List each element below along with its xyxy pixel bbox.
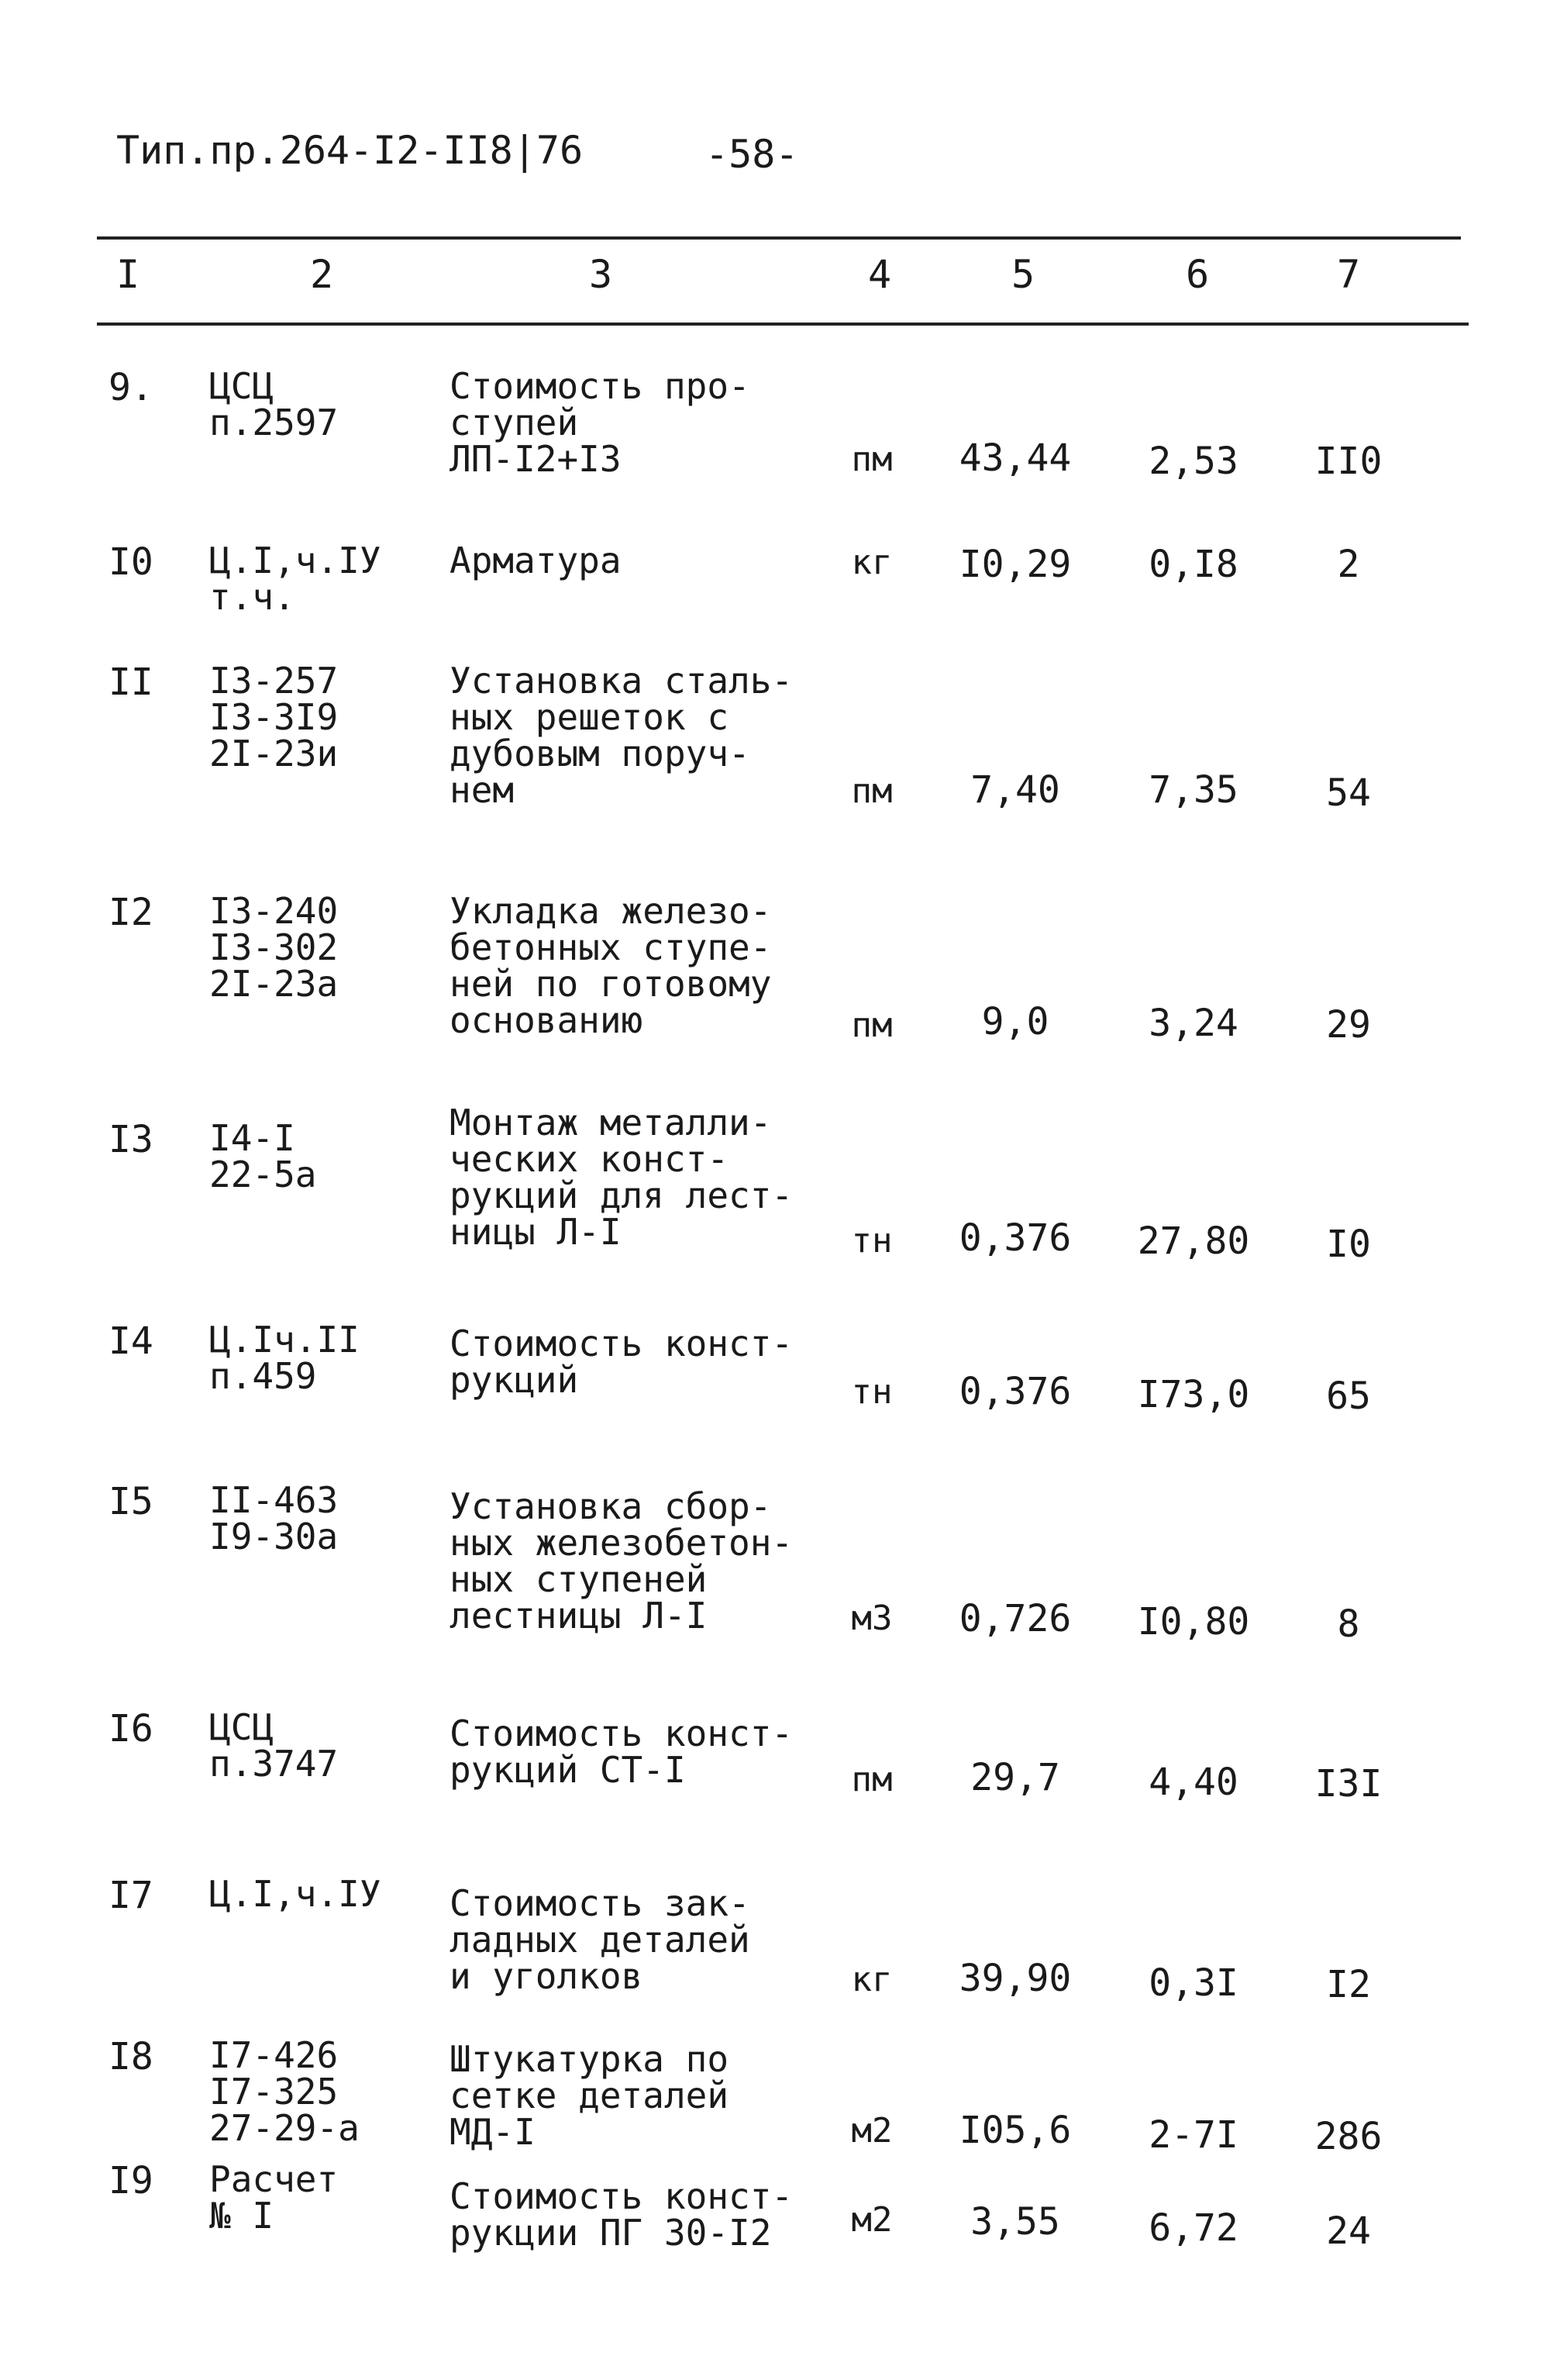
row-code: Ц.I,ч.IУ bbox=[209, 1873, 381, 1915]
column-header-7: 7 bbox=[1337, 252, 1361, 297]
row-unit: пм bbox=[851, 1005, 893, 1045]
row-unit-price: 2-7I bbox=[1149, 2113, 1238, 2157]
row-description: Стоимость конст- рукций СТ-I bbox=[450, 1713, 794, 1791]
row-number: I7 bbox=[109, 1874, 153, 1917]
row-unit-price: 0,I8 bbox=[1149, 543, 1238, 586]
row-quantity: I0,29 bbox=[959, 543, 1072, 586]
row-description: Штукатурка по сетке деталей МД-I bbox=[450, 2038, 729, 2153]
row-total: 286 bbox=[1314, 2115, 1383, 2158]
column-header-3: 3 bbox=[589, 252, 613, 297]
column-header-5: 5 bbox=[1011, 252, 1035, 297]
row-number: I3 bbox=[109, 1118, 153, 1161]
document-reference: Тип.пр.264-I2-II8|76 bbox=[116, 128, 584, 173]
row-quantity: 0,376 bbox=[959, 1370, 1072, 1413]
page-number: -58- bbox=[705, 132, 799, 177]
row-description: Установка сбор- ных железобетон- ных ступеней лестницы Л-I bbox=[450, 1485, 794, 1637]
row-description: Стоимость зак- ладных деталей и уголков bbox=[450, 1882, 750, 1997]
row-unit-price: 27,80 bbox=[1137, 1219, 1250, 1263]
row-unit: пм bbox=[851, 1760, 893, 1799]
row-unit: м2 bbox=[851, 2200, 893, 2240]
row-quantity: 0,376 bbox=[959, 1216, 1072, 1260]
row-total: 8 bbox=[1337, 1602, 1360, 1646]
row-number: I2 bbox=[109, 891, 153, 934]
row-total: I0 bbox=[1326, 1223, 1371, 1266]
row-total: 24 bbox=[1326, 2209, 1371, 2253]
row-code: I3-257 I3-3I9 2I-23и bbox=[209, 660, 339, 774]
row-code: I4-I 22-5а bbox=[209, 1117, 317, 1195]
row-number: I4 bbox=[109, 1319, 153, 1363]
row-description: Стоимость про- ступей ЛП-I2+I3 bbox=[450, 365, 750, 480]
column-header-6: 6 bbox=[1186, 252, 1210, 297]
row-number: II bbox=[109, 661, 153, 704]
row-quantity: 43,44 bbox=[959, 436, 1072, 480]
row-total: 54 bbox=[1326, 771, 1371, 815]
row-code: Ц.Iч.II п.459 bbox=[209, 1319, 360, 1397]
row-quantity: 0,726 bbox=[959, 1597, 1072, 1640]
row-unit-price: 3,24 bbox=[1149, 1002, 1238, 1045]
column-header-4: 4 bbox=[868, 252, 892, 297]
row-unit-price: 0,3I bbox=[1149, 1961, 1238, 2005]
row-total: 2 bbox=[1337, 543, 1360, 586]
row-description: Стоимость конст- рукций bbox=[450, 1323, 794, 1401]
row-quantity: I05,6 bbox=[959, 2109, 1072, 2152]
row-quantity: 7,40 bbox=[970, 768, 1060, 812]
row-code: ЦСЦ п.3747 bbox=[209, 1706, 339, 1785]
row-number: I9 bbox=[109, 2159, 153, 2202]
row-unit-price: I73,0 bbox=[1137, 1373, 1250, 1416]
row-code: Ц.I,ч.IУ т.ч. bbox=[209, 540, 381, 618]
row-number: I5 bbox=[109, 1480, 153, 1523]
row-total: 65 bbox=[1326, 1375, 1371, 1418]
row-number: 9. bbox=[109, 366, 153, 409]
row-unit: кг bbox=[851, 1960, 893, 1999]
row-unit-price: 7,35 bbox=[1149, 768, 1238, 812]
row-description: Арматура bbox=[450, 540, 622, 581]
row-number: I8 bbox=[109, 2035, 153, 2078]
row-unit: м3 bbox=[851, 1599, 893, 1638]
table-top-rule bbox=[97, 236, 1461, 240]
row-unit: тн bbox=[851, 1221, 893, 1261]
row-total: 29 bbox=[1326, 1003, 1371, 1047]
row-unit: м2 bbox=[851, 2111, 893, 2151]
row-unit: пм bbox=[851, 771, 893, 811]
row-unit: пм bbox=[851, 440, 893, 479]
row-code: Расчет № I bbox=[209, 2158, 339, 2237]
row-total: I2 bbox=[1326, 1963, 1371, 2006]
row-quantity: 29,7 bbox=[970, 1756, 1060, 1799]
row-description: Укладка железо- бетонных ступе- ней по готовому основанию bbox=[450, 890, 772, 1041]
row-total: II0 bbox=[1314, 440, 1383, 483]
row-number: I0 bbox=[109, 540, 153, 584]
row-total: I3I bbox=[1314, 1762, 1383, 1806]
row-description: Монтаж металли- ческих конст- рукций для лест- ницы Л-I bbox=[450, 1102, 794, 1253]
row-unit-price: 6,72 bbox=[1149, 2206, 1238, 2250]
row-quantity: 3,55 bbox=[970, 2200, 1060, 2244]
row-unit-price: 2,53 bbox=[1149, 440, 1238, 483]
row-code: II-463 I9-30а bbox=[209, 1479, 339, 1557]
row-code: I3-240 I3-302 2I-23а bbox=[209, 890, 339, 1005]
row-unit: кг bbox=[851, 543, 893, 582]
column-header-1: I bbox=[116, 252, 140, 297]
row-code: ЦСЦ п.2597 bbox=[209, 365, 339, 443]
table-header-rule bbox=[97, 323, 1469, 326]
row-quantity: 39,90 bbox=[959, 1957, 1072, 2000]
row-code: I7-426 I7-325 27-29-а bbox=[209, 2034, 360, 2149]
row-description: Установка сталь- ных решеток с дубовым поруч- нем bbox=[450, 660, 794, 811]
column-header-2: 2 bbox=[310, 252, 334, 297]
row-unit-price: 4,40 bbox=[1149, 1761, 1238, 1804]
row-description: Стоимость конст- рукции ПГ 30-I2 bbox=[450, 2175, 794, 2254]
row-number: I6 bbox=[109, 1707, 153, 1751]
row-quantity: 9,0 bbox=[981, 1000, 1049, 1043]
row-unit-price: I0,80 bbox=[1137, 1600, 1250, 1644]
row-unit: тн bbox=[851, 1372, 893, 1412]
